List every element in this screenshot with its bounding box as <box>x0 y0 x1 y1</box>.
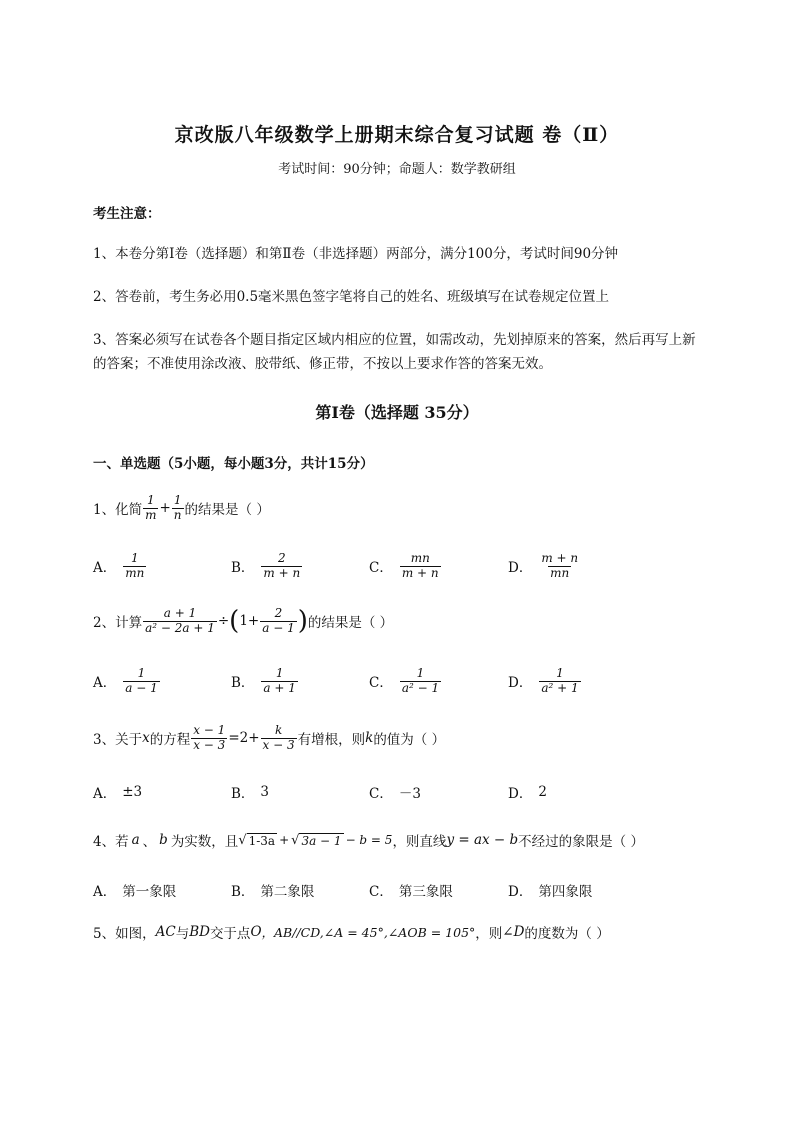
q1-fraction-1: $\frac{1}{m}$ <box>145 493 157 522</box>
q2-divide: ÷ <box>217 613 230 630</box>
question-3 <box>93 724 445 753</box>
q4-suffix: 不经过的象限是（ ） <box>518 834 644 850</box>
q2-option-c[interactable]: C． $\frac{1}{\text{a² − 1}}$ <box>369 666 440 695</box>
q1-suffix: 的结果是（ ） <box>184 502 270 519</box>
q4-plus: + <box>279 833 290 847</box>
q1-prefix: 1、化简 <box>93 502 143 519</box>
q1-option-c[interactable]: C． $\frac{mn}{m + n}$ <box>369 551 439 580</box>
q4-line-equation: y = ax − b <box>446 832 519 848</box>
question-1 <box>93 494 270 523</box>
q5-mid-3: ，则 <box>475 926 503 942</box>
q1-plus: + <box>159 500 171 517</box>
q2-prefix: 2、计算 <box>93 615 143 632</box>
part-heading: 一、单选题（5小题，每小题3分，共计15分） <box>93 456 374 472</box>
q1-fraction-2: $\frac{1}{n}$ <box>173 493 182 522</box>
q4-tail: − b = 5 <box>345 833 393 847</box>
notice-item-1: 1、本卷分第I卷（选择题）和第Ⅱ卷（非选择题）两部分，满分100分，考试时间90分钟 <box>93 246 619 262</box>
question-5 <box>93 922 610 942</box>
q3-fraction-1: $\frac{x - 1}{x - 3}$ <box>193 723 226 752</box>
q2-suffix: 的结果是（ ） <box>307 615 394 632</box>
q3-fraction-2: $\frac{k}{x - 3}$ <box>262 723 295 752</box>
q2-fraction-1: $\frac{a + 1}{\text{a² − 2a + 1}}$ <box>145 606 215 635</box>
q3-var-x: x <box>142 730 150 747</box>
q4-option-c[interactable]: C． 第三象限 <box>369 884 453 900</box>
q3-suffix-1: 有增根，则 <box>297 732 366 749</box>
q4-mid-2: ，则直线 <box>392 834 447 850</box>
q2-option-a[interactable]: A． $\frac{1}{a - 1}$ <box>93 666 158 695</box>
q4-sqrt-2: 3a − 1 <box>301 833 342 848</box>
q5-mid-1: 与 <box>175 926 190 942</box>
q3-var-k: k <box>365 730 374 747</box>
q3-option-d[interactable]: D． 2 <box>508 784 547 802</box>
q2-fraction-2: $\frac{2}{a - 1}$ <box>262 606 295 635</box>
q5-mid-2: 交于点 <box>209 926 251 942</box>
question-4: 4、若 a 、 b 为实数，且 √ 1-3a + √ 3a − 1 − b = 5 ，则直线 y = ax − b 不经过的象限是（ ） <box>93 832 644 850</box>
section-title: 第I卷（选择题 35分） <box>315 403 479 422</box>
notice-item-3: 3、答案必须写在试卷各个题目指定区域内相应的位置，如需改动，先划掉原来的答案，然后再写上新 <box>93 332 696 348</box>
q2-option-d[interactable]: D． $\frac{1}{\text{a² + 1}}$ <box>508 666 579 695</box>
q5-point-o: O <box>250 924 262 940</box>
q4-sqrt-1: 1-3a <box>248 833 276 848</box>
q2-option-b[interactable]: B． $\frac{1}{a + 1}$ <box>231 666 296 695</box>
exam-info: 考试时间：90分钟；命题人：数学教研组 <box>278 162 516 177</box>
q3-suffix-2: 的值为（ ） <box>373 732 446 749</box>
q4-var-b: b <box>159 832 168 848</box>
q4-sep: 、 <box>142 834 157 850</box>
q1-option-a[interactable]: A． $\frac{1}{mn}$ <box>93 551 145 580</box>
q5-condition: ，AB//CD,∠A = 45°,∠AOB = 105° <box>261 925 476 940</box>
page-title: 京改版八年级数学上册期末综合复习试题 卷（Ⅱ） <box>174 124 620 146</box>
q5-prefix: 5、如图， <box>93 926 156 942</box>
q4-option-b[interactable]: B． 第二象限 <box>231 884 315 900</box>
q1-option-d[interactable]: D． $\frac{m + n}{mn}$ <box>508 551 579 580</box>
notice-item-2: 2、答卷前，考生务必用0.5毫米黑色签字笔将自己的姓名、班级填写在试卷规定位置上 <box>93 289 610 305</box>
q3-option-c[interactable]: C． －3 <box>369 786 421 802</box>
q5-bd: BD <box>189 924 210 940</box>
q5-angle-d: ∠D <box>502 924 525 940</box>
q5-suffix: 的度数为（ ） <box>524 926 610 942</box>
q3-mid: 的方程 <box>149 732 191 749</box>
q3-option-a[interactable]: A． ±3 <box>93 784 143 802</box>
notice-heading: 考生注意： <box>93 206 161 222</box>
q4-mid: 为实数，且 <box>170 834 239 850</box>
q5-ac: AC <box>155 924 176 940</box>
q3-equals: =2+ <box>228 730 260 747</box>
q3-option-b[interactable]: B． 3 <box>231 784 270 802</box>
q2-one-plus: 1+ <box>239 613 260 630</box>
q4-option-a[interactable]: A． 第一象限 <box>93 884 177 900</box>
q4-prefix: 4、若 <box>93 834 129 850</box>
q1-option-b[interactable]: B． $\frac{2}{m + n}$ <box>231 551 301 580</box>
notice-item-3-cont: 的答案；不准使用涂改液、胶带纸、修正带，不按以上要求作答的答案无效。 <box>93 356 552 372</box>
q4-var-a: a <box>131 832 140 848</box>
q4-option-d[interactable]: D． 第四象限 <box>508 884 593 900</box>
q3-prefix: 3、关于 <box>93 732 143 749</box>
question-2: 2、计算 $\frac{a + 1}{\text{a² − 2a + 1}}$ ÷ ( 1+ $\frac{2}{a - 1}$ ) 的结果是（ ） <box>93 606 394 637</box>
